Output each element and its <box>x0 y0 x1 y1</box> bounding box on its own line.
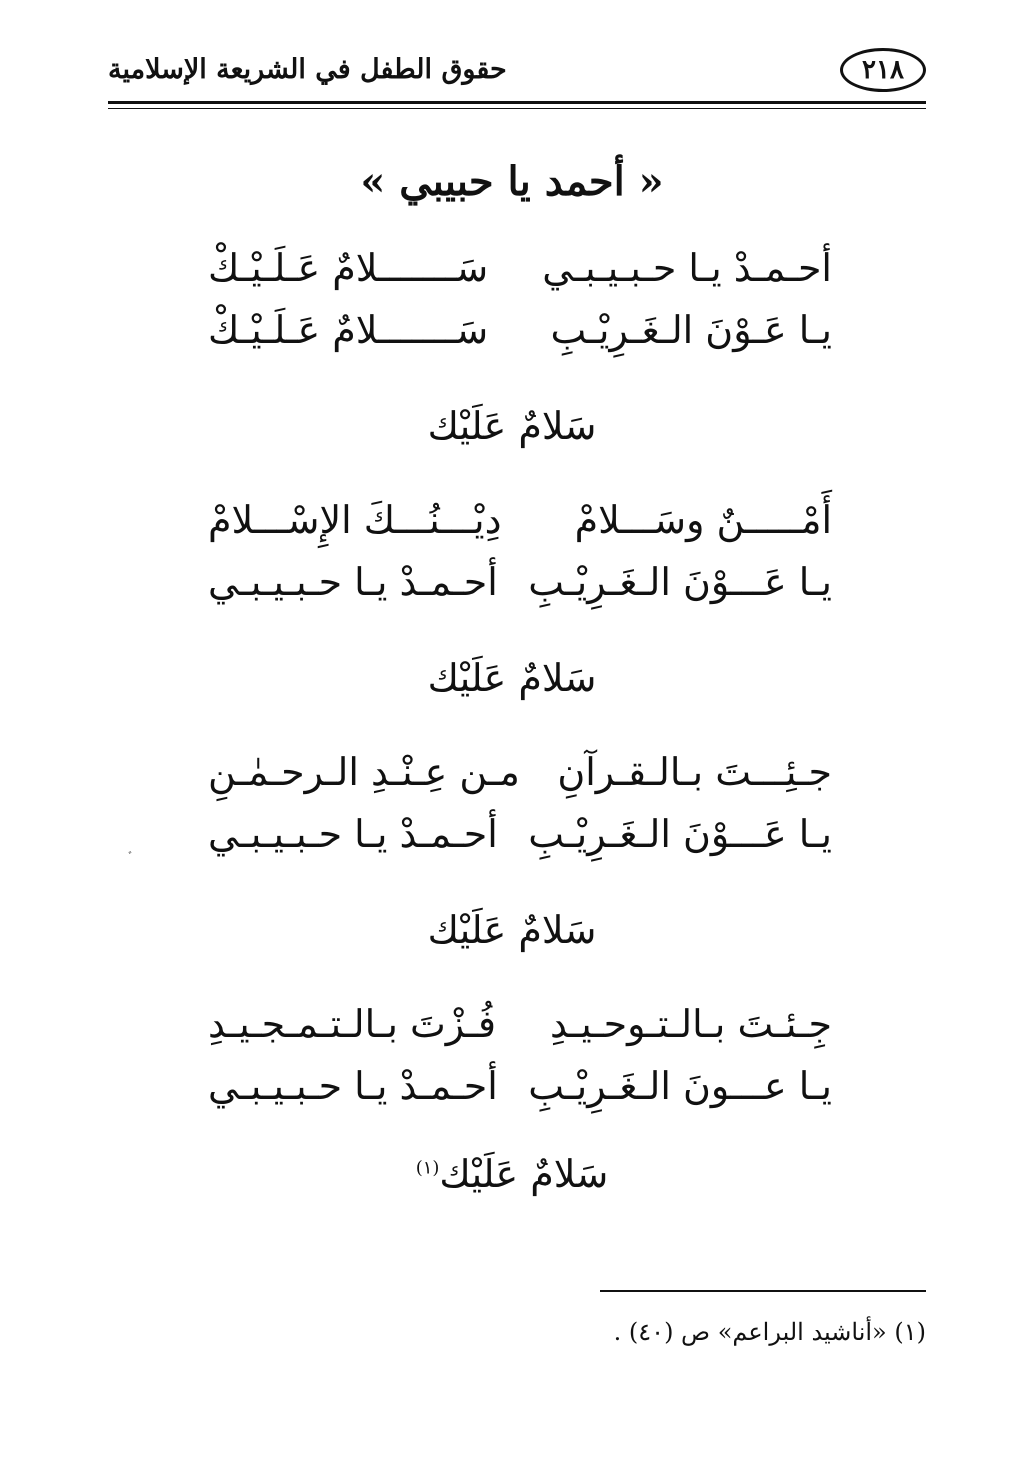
hemistich-second: أحـمـدْ يـا حـبـيـبـي <box>208 1064 498 1108</box>
header-rule-thin <box>108 108 926 109</box>
hemistich-second: مـن عِـنْـدِ الـرحـمٰـنِ <box>208 750 520 794</box>
hemistich-second: سَـــــــلامٌ عَـلَـيْـكْ <box>208 246 489 290</box>
verse-line <box>208 1002 832 1064</box>
verse-line <box>208 812 832 874</box>
refrain-3: سَلامٌ عَلَيْك <box>427 908 597 952</box>
page-number: ٢١٨ <box>840 48 926 92</box>
stray-mark: ﾞ <box>128 850 135 864</box>
hemistich-first: يـا عَـــوْنَ الـغَـرِيْـبِ <box>528 812 832 856</box>
hemistich-second: أحـمـدْ يـا حـبـيـبـي <box>208 812 498 856</box>
hemistich-first: جِـئـتَ بـالـتـوحـيـدِ <box>549 1002 832 1046</box>
page-header <box>108 48 926 94</box>
hemistich-second: سَـــــــلامٌ عَـلَـيْـكْ <box>208 308 489 352</box>
hemistich-second: دِيْـــنُـــكَ الإِسْـــلامْ <box>208 498 502 542</box>
stanza-2 <box>208 498 832 622</box>
verse-line <box>208 308 832 370</box>
stanza-3 <box>208 750 832 874</box>
hemistich-first: أَمْـــــنٌ وسَـــلامْ <box>574 498 832 542</box>
footnote: (١) «أناشيد البراعم» ص (٤٠) . <box>613 1318 926 1346</box>
stanza-1 <box>208 246 832 370</box>
poem-title: « أحمد يا حبيبي » <box>360 158 664 205</box>
verse-line <box>208 498 832 560</box>
refrain-4-text: سَلامٌ عَلَيْك <box>439 1152 609 1196</box>
hemistich-first: أحـمـدْ يـا حـبـيـبـي <box>542 246 832 290</box>
hemistich-first: يـا عَـــوْنَ الـغَـرِيْـبِ <box>528 560 832 604</box>
footnote-marker: (١) <box>415 1157 440 1179</box>
footnote-rule <box>600 1290 926 1292</box>
verse-line <box>208 246 832 308</box>
refrain-4 <box>0 1152 1024 1196</box>
header-rule-thick <box>108 101 926 104</box>
verse-line <box>208 750 832 812</box>
book-title: حقوق الطفل في الشريعة الإسلامية <box>108 54 507 85</box>
hemistich-second: أحـمـدْ يـا حـبـيـبـي <box>208 560 498 604</box>
verse-line <box>208 560 832 622</box>
stanza-4 <box>208 1002 832 1126</box>
hemistich-first: يـا عَـوْنَ الـغَـرِيْـبِ <box>550 308 832 352</box>
refrain-2: سَلامٌ عَلَيْك <box>427 656 597 700</box>
hemistich-first: جـئِـــتَ بـالـقـرآنِ <box>557 750 832 794</box>
refrain-1: سَلامٌ عَلَيْك <box>427 404 597 448</box>
verse-line <box>208 1064 832 1126</box>
hemistich-first: يـا عـــونَ الـغَـرِيْـبِ <box>528 1064 832 1108</box>
hemistich-second: فُـزْتَ بـالـتـمـجـيـدِ <box>208 1002 497 1046</box>
